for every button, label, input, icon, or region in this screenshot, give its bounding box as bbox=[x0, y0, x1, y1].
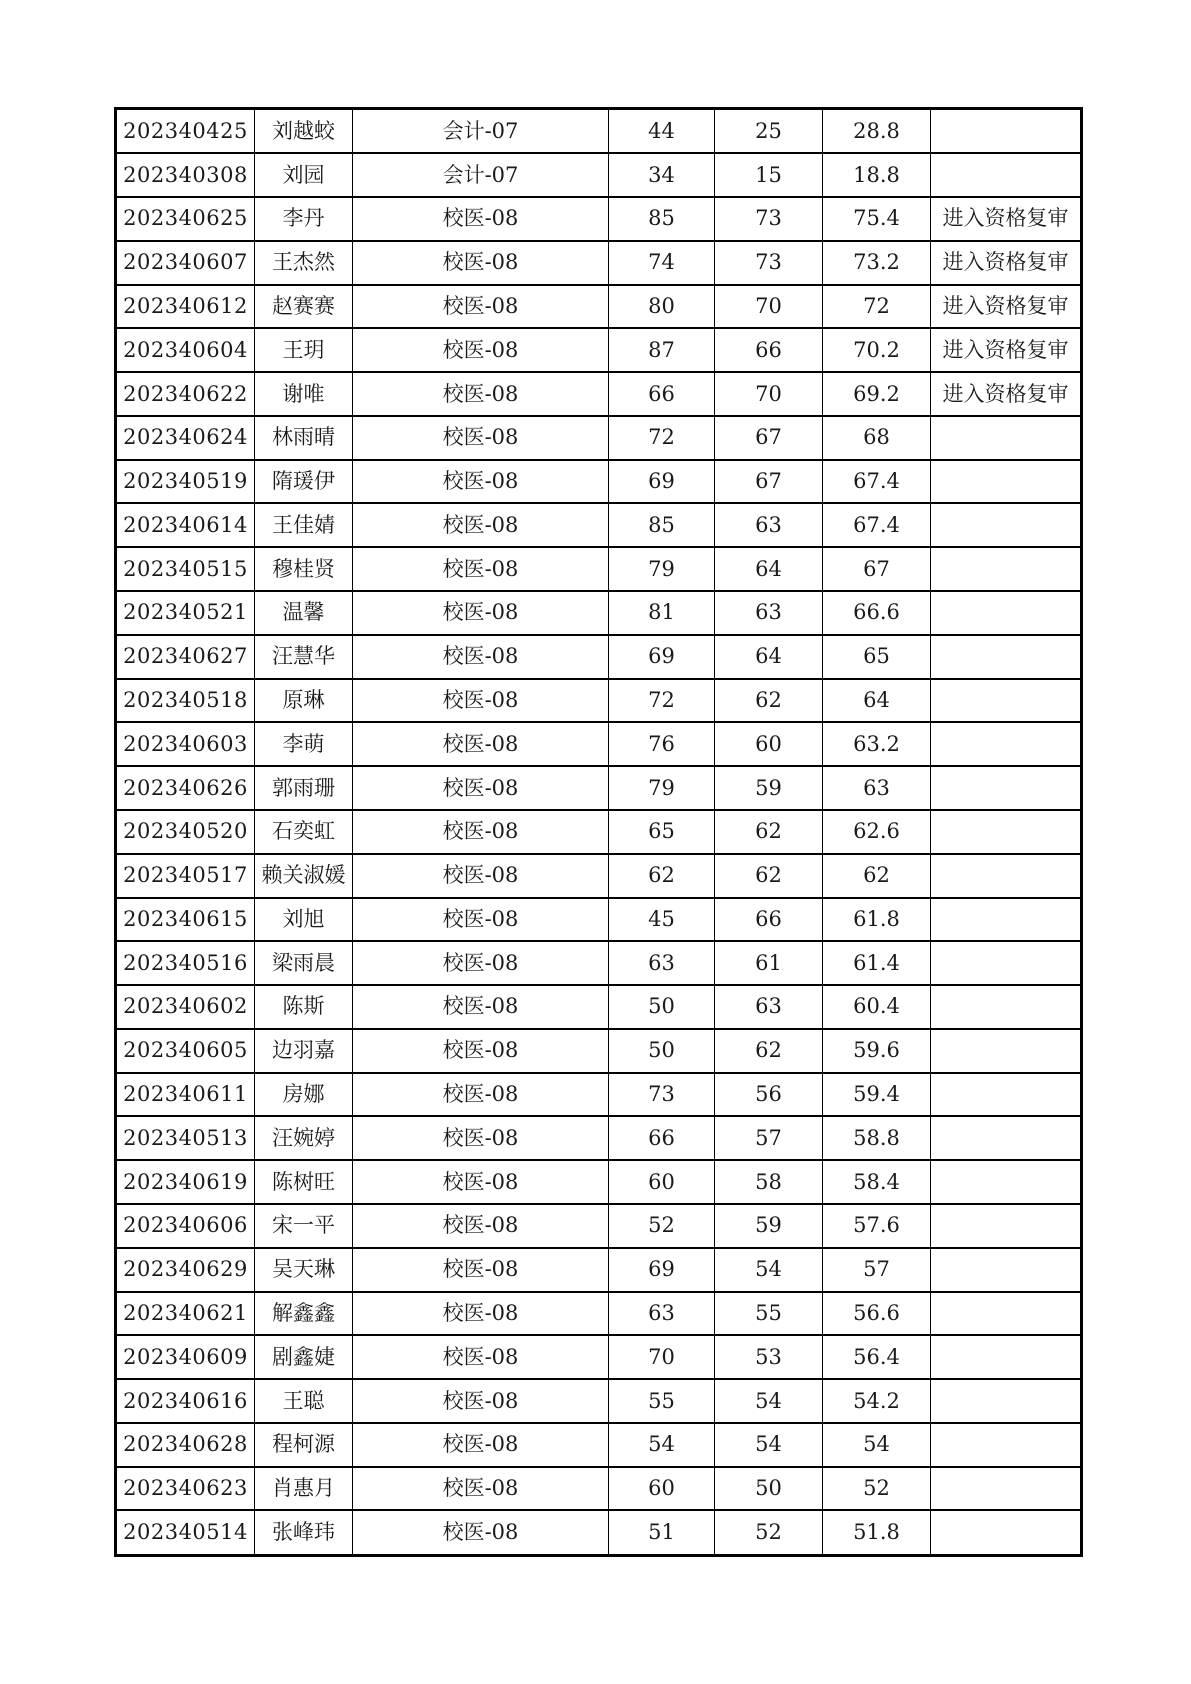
status-cell bbox=[931, 1510, 1082, 1555]
total-score-cell: 66.6 bbox=[823, 591, 931, 635]
interview-score-cell: 62 bbox=[715, 810, 823, 854]
interview-score-cell: 55 bbox=[715, 1292, 823, 1336]
written-score-cell: 54 bbox=[609, 1423, 715, 1467]
interview-score-cell: 60 bbox=[715, 722, 823, 766]
candidate-name-cell: 陈斯 bbox=[255, 985, 353, 1029]
position-code-cell: 校医-08 bbox=[353, 1073, 609, 1117]
candidate-id-cell: 202340627 bbox=[116, 635, 255, 679]
table-row bbox=[116, 898, 1082, 942]
total-score-cell: 67.4 bbox=[823, 503, 931, 547]
candidate-id-cell: 202340628 bbox=[116, 1423, 255, 1467]
total-score-cell: 52 bbox=[823, 1467, 931, 1511]
candidate-name-cell: 解鑫鑫 bbox=[255, 1292, 353, 1336]
total-score-cell: 68 bbox=[823, 416, 931, 460]
candidate-name-cell: 汪婉婷 bbox=[255, 1116, 353, 1160]
table-row bbox=[116, 503, 1082, 547]
candidate-id-cell: 202340605 bbox=[116, 1029, 255, 1073]
candidate-name-cell: 宋一平 bbox=[255, 1204, 353, 1248]
written-score-cell: 80 bbox=[609, 285, 715, 329]
status-cell bbox=[931, 810, 1082, 854]
interview-score-cell: 56 bbox=[715, 1073, 823, 1117]
position-code-cell: 校医-08 bbox=[353, 898, 609, 942]
table-row bbox=[116, 1292, 1082, 1336]
total-score-cell: 57 bbox=[823, 1248, 931, 1292]
candidate-id-cell: 202340602 bbox=[116, 985, 255, 1029]
table-row bbox=[116, 1423, 1082, 1467]
status-cell bbox=[931, 460, 1082, 504]
candidate-id-cell: 202340621 bbox=[116, 1292, 255, 1336]
interview-score-cell: 64 bbox=[715, 547, 823, 591]
interview-score-cell: 58 bbox=[715, 1160, 823, 1204]
table-row bbox=[116, 722, 1082, 766]
status-cell bbox=[931, 1292, 1082, 1336]
position-code-cell: 校医-08 bbox=[353, 1467, 609, 1511]
position-code-cell: 校医-08 bbox=[353, 1423, 609, 1467]
candidate-name-cell: 吴天琳 bbox=[255, 1248, 353, 1292]
written-score-cell: 70 bbox=[609, 1335, 715, 1379]
candidate-id-cell: 202340615 bbox=[116, 898, 255, 942]
position-code-cell: 校医-08 bbox=[353, 1160, 609, 1204]
status-cell bbox=[931, 416, 1082, 460]
interview-score-cell: 70 bbox=[715, 285, 823, 329]
status-cell bbox=[931, 722, 1082, 766]
position-code-cell: 校医-08 bbox=[353, 1204, 609, 1248]
total-score-cell: 58.4 bbox=[823, 1160, 931, 1204]
candidate-id-cell: 202340516 bbox=[116, 941, 255, 985]
candidate-name-cell: 谢唯 bbox=[255, 372, 353, 416]
table-row bbox=[116, 153, 1082, 197]
candidate-name-cell: 王玥 bbox=[255, 328, 353, 372]
table-row bbox=[116, 1204, 1082, 1248]
table-row bbox=[116, 1073, 1082, 1117]
written-score-cell: 34 bbox=[609, 153, 715, 197]
position-code-cell: 校医-08 bbox=[353, 241, 609, 285]
candidate-name-cell: 李萌 bbox=[255, 722, 353, 766]
candidate-id-cell: 202340629 bbox=[116, 1248, 255, 1292]
total-score-cell: 54.2 bbox=[823, 1379, 931, 1423]
candidate-id-cell: 202340616 bbox=[116, 1379, 255, 1423]
position-code-cell: 校医-08 bbox=[353, 1029, 609, 1073]
candidate-id-cell: 202340520 bbox=[116, 810, 255, 854]
written-score-cell: 85 bbox=[609, 197, 715, 241]
interview-score-cell: 57 bbox=[715, 1116, 823, 1160]
total-score-cell: 63 bbox=[823, 766, 931, 810]
total-score-cell: 56.6 bbox=[823, 1292, 931, 1336]
status-cell bbox=[931, 1029, 1082, 1073]
total-score-cell: 57.6 bbox=[823, 1204, 931, 1248]
status-cell: 进入资格复审 bbox=[931, 328, 1082, 372]
interview-score-cell: 70 bbox=[715, 372, 823, 416]
position-code-cell: 校医-08 bbox=[353, 679, 609, 723]
written-score-cell: 72 bbox=[609, 416, 715, 460]
status-cell bbox=[931, 1073, 1082, 1117]
status-cell: 进入资格复审 bbox=[931, 372, 1082, 416]
total-score-cell: 65 bbox=[823, 635, 931, 679]
written-score-cell: 79 bbox=[609, 766, 715, 810]
table-row bbox=[116, 197, 1082, 241]
total-score-cell: 62.6 bbox=[823, 810, 931, 854]
total-score-cell: 67 bbox=[823, 547, 931, 591]
table-row bbox=[116, 941, 1082, 985]
written-score-cell: 62 bbox=[609, 854, 715, 898]
written-score-cell: 72 bbox=[609, 679, 715, 723]
written-score-cell: 63 bbox=[609, 941, 715, 985]
position-code-cell: 校医-08 bbox=[353, 460, 609, 504]
interview-score-cell: 73 bbox=[715, 241, 823, 285]
position-code-cell: 校医-08 bbox=[353, 416, 609, 460]
candidate-name-cell: 张峰玮 bbox=[255, 1510, 353, 1555]
candidate-id-cell: 202340612 bbox=[116, 285, 255, 329]
status-cell bbox=[931, 1423, 1082, 1467]
table-row bbox=[116, 460, 1082, 504]
table-row bbox=[116, 1335, 1082, 1379]
position-code-cell: 校医-08 bbox=[353, 197, 609, 241]
written-score-cell: 66 bbox=[609, 1116, 715, 1160]
candidate-name-cell: 温馨 bbox=[255, 591, 353, 635]
total-score-cell: 72 bbox=[823, 285, 931, 329]
candidate-id-cell: 202340603 bbox=[116, 722, 255, 766]
position-code-cell: 校医-08 bbox=[353, 1116, 609, 1160]
written-score-cell: 51 bbox=[609, 1510, 715, 1555]
interview-score-cell: 63 bbox=[715, 985, 823, 1029]
candidate-id-cell: 202340425 bbox=[116, 109, 255, 154]
candidate-id-cell: 202340513 bbox=[116, 1116, 255, 1160]
status-cell bbox=[931, 503, 1082, 547]
table-row bbox=[116, 591, 1082, 635]
candidate-id-cell: 202340614 bbox=[116, 503, 255, 547]
candidate-id-cell: 202340518 bbox=[116, 679, 255, 723]
candidate-id-cell: 202340517 bbox=[116, 854, 255, 898]
candidate-name-cell: 原琳 bbox=[255, 679, 353, 723]
position-code-cell: 校医-08 bbox=[353, 854, 609, 898]
status-cell bbox=[931, 941, 1082, 985]
table-row bbox=[116, 810, 1082, 854]
position-code-cell: 校医-08 bbox=[353, 503, 609, 547]
written-score-cell: 74 bbox=[609, 241, 715, 285]
status-cell bbox=[931, 854, 1082, 898]
position-code-cell: 校医-08 bbox=[353, 285, 609, 329]
total-score-cell: 56.4 bbox=[823, 1335, 931, 1379]
interview-score-cell: 52 bbox=[715, 1510, 823, 1555]
table-row bbox=[116, 241, 1082, 285]
written-score-cell: 79 bbox=[609, 547, 715, 591]
interview-score-cell: 66 bbox=[715, 898, 823, 942]
interview-score-cell: 67 bbox=[715, 460, 823, 504]
candidate-name-cell: 李丹 bbox=[255, 197, 353, 241]
candidate-name-cell: 剧鑫婕 bbox=[255, 1335, 353, 1379]
status-cell bbox=[931, 1379, 1082, 1423]
written-score-cell: 85 bbox=[609, 503, 715, 547]
total-score-cell: 69.2 bbox=[823, 372, 931, 416]
candidate-name-cell: 郭雨珊 bbox=[255, 766, 353, 810]
candidate-name-cell: 石奕虹 bbox=[255, 810, 353, 854]
candidate-name-cell: 房娜 bbox=[255, 1073, 353, 1117]
interview-score-cell: 62 bbox=[715, 679, 823, 723]
interview-score-cell: 62 bbox=[715, 854, 823, 898]
table-row bbox=[116, 1510, 1082, 1555]
interview-score-cell: 59 bbox=[715, 766, 823, 810]
candidate-id-cell: 202340607 bbox=[116, 241, 255, 285]
candidate-name-cell: 隋瑗伊 bbox=[255, 460, 353, 504]
table-row bbox=[116, 985, 1082, 1029]
interview-score-cell: 66 bbox=[715, 328, 823, 372]
status-cell bbox=[931, 109, 1082, 154]
total-score-cell: 62 bbox=[823, 854, 931, 898]
table-row bbox=[116, 285, 1082, 329]
written-score-cell: 50 bbox=[609, 1029, 715, 1073]
candidate-name-cell: 刘园 bbox=[255, 153, 353, 197]
written-score-cell: 60 bbox=[609, 1160, 715, 1204]
total-score-cell: 18.8 bbox=[823, 153, 931, 197]
candidate-id-cell: 202340308 bbox=[116, 153, 255, 197]
position-code-cell: 校医-08 bbox=[353, 1510, 609, 1555]
written-score-cell: 69 bbox=[609, 1248, 715, 1292]
candidate-id-cell: 202340515 bbox=[116, 547, 255, 591]
position-code-cell: 校医-08 bbox=[353, 1335, 609, 1379]
position-code-cell: 校医-08 bbox=[353, 591, 609, 635]
table-row bbox=[116, 635, 1082, 679]
candidate-name-cell: 肖惠月 bbox=[255, 1467, 353, 1511]
position-code-cell: 校医-08 bbox=[353, 1379, 609, 1423]
candidate-name-cell: 林雨晴 bbox=[255, 416, 353, 460]
table-row bbox=[116, 109, 1082, 154]
score-table bbox=[114, 107, 1083, 1557]
table-row bbox=[116, 766, 1082, 810]
candidate-id-cell: 202340521 bbox=[116, 591, 255, 635]
interview-score-cell: 61 bbox=[715, 941, 823, 985]
candidate-name-cell: 汪慧华 bbox=[255, 635, 353, 679]
status-cell: 进入资格复审 bbox=[931, 241, 1082, 285]
total-score-cell: 75.4 bbox=[823, 197, 931, 241]
candidate-id-cell: 202340625 bbox=[116, 197, 255, 241]
status-cell bbox=[931, 1204, 1082, 1248]
candidate-id-cell: 202340623 bbox=[116, 1467, 255, 1511]
candidate-name-cell: 赖关淑媛 bbox=[255, 854, 353, 898]
total-score-cell: 64 bbox=[823, 679, 931, 723]
candidate-id-cell: 202340606 bbox=[116, 1204, 255, 1248]
position-code-cell: 校医-08 bbox=[353, 1292, 609, 1336]
candidate-name-cell: 刘越蛟 bbox=[255, 109, 353, 154]
written-score-cell: 52 bbox=[609, 1204, 715, 1248]
written-score-cell: 60 bbox=[609, 1467, 715, 1511]
table-row bbox=[116, 328, 1082, 372]
candidate-name-cell: 赵赛赛 bbox=[255, 285, 353, 329]
total-score-cell: 70.2 bbox=[823, 328, 931, 372]
position-code-cell: 校医-08 bbox=[353, 985, 609, 1029]
position-code-cell: 校医-08 bbox=[353, 766, 609, 810]
table-row bbox=[116, 679, 1082, 723]
total-score-cell: 60.4 bbox=[823, 985, 931, 1029]
position-code-cell: 会计-07 bbox=[353, 153, 609, 197]
table-row bbox=[116, 1467, 1082, 1511]
status-cell bbox=[931, 591, 1082, 635]
table-row bbox=[116, 416, 1082, 460]
total-score-cell: 51.8 bbox=[823, 1510, 931, 1555]
written-score-cell: 50 bbox=[609, 985, 715, 1029]
interview-score-cell: 59 bbox=[715, 1204, 823, 1248]
candidate-id-cell: 202340626 bbox=[116, 766, 255, 810]
status-cell bbox=[931, 679, 1082, 723]
position-code-cell: 校医-08 bbox=[353, 722, 609, 766]
candidate-name-cell: 王佳婧 bbox=[255, 503, 353, 547]
candidate-id-cell: 202340514 bbox=[116, 1510, 255, 1555]
interview-score-cell: 63 bbox=[715, 591, 823, 635]
candidate-name-cell: 王杰然 bbox=[255, 241, 353, 285]
position-code-cell: 校医-08 bbox=[353, 1248, 609, 1292]
status-cell bbox=[931, 1248, 1082, 1292]
status-cell bbox=[931, 1467, 1082, 1511]
candidate-name-cell: 王聪 bbox=[255, 1379, 353, 1423]
candidate-name-cell: 程柯源 bbox=[255, 1423, 353, 1467]
status-cell bbox=[931, 985, 1082, 1029]
written-score-cell: 45 bbox=[609, 898, 715, 942]
interview-score-cell: 53 bbox=[715, 1335, 823, 1379]
interview-score-cell: 63 bbox=[715, 503, 823, 547]
candidate-id-cell: 202340624 bbox=[116, 416, 255, 460]
written-score-cell: 69 bbox=[609, 635, 715, 679]
candidate-id-cell: 202340609 bbox=[116, 1335, 255, 1379]
written-score-cell: 63 bbox=[609, 1292, 715, 1336]
table-row bbox=[116, 1029, 1082, 1073]
total-score-cell: 54 bbox=[823, 1423, 931, 1467]
interview-score-cell: 54 bbox=[715, 1248, 823, 1292]
candidate-name-cell: 边羽嘉 bbox=[255, 1029, 353, 1073]
position-code-cell: 校医-08 bbox=[353, 372, 609, 416]
interview-score-cell: 50 bbox=[715, 1467, 823, 1511]
status-cell bbox=[931, 1116, 1082, 1160]
candidate-name-cell: 梁雨晨 bbox=[255, 941, 353, 985]
total-score-cell: 61.8 bbox=[823, 898, 931, 942]
status-cell bbox=[931, 547, 1082, 591]
candidate-id-cell: 202340519 bbox=[116, 460, 255, 504]
table-row bbox=[116, 1379, 1082, 1423]
candidate-name-cell: 刘旭 bbox=[255, 898, 353, 942]
total-score-cell: 63.2 bbox=[823, 722, 931, 766]
status-cell: 进入资格复审 bbox=[931, 285, 1082, 329]
total-score-cell: 61.4 bbox=[823, 941, 931, 985]
position-code-cell: 校医-08 bbox=[353, 635, 609, 679]
status-cell bbox=[931, 1160, 1082, 1204]
written-score-cell: 44 bbox=[609, 109, 715, 154]
written-score-cell: 69 bbox=[609, 460, 715, 504]
written-score-cell: 81 bbox=[609, 591, 715, 635]
written-score-cell: 76 bbox=[609, 722, 715, 766]
written-score-cell: 65 bbox=[609, 810, 715, 854]
interview-score-cell: 54 bbox=[715, 1423, 823, 1467]
total-score-cell: 59.4 bbox=[823, 1073, 931, 1117]
written-score-cell: 73 bbox=[609, 1073, 715, 1117]
status-cell bbox=[931, 766, 1082, 810]
status-cell bbox=[931, 153, 1082, 197]
candidate-id-cell: 202340622 bbox=[116, 372, 255, 416]
score-table-body bbox=[116, 109, 1082, 1556]
table-row bbox=[116, 1116, 1082, 1160]
status-cell bbox=[931, 898, 1082, 942]
interview-score-cell: 67 bbox=[715, 416, 823, 460]
total-score-cell: 59.6 bbox=[823, 1029, 931, 1073]
candidate-name-cell: 陈树旺 bbox=[255, 1160, 353, 1204]
total-score-cell: 73.2 bbox=[823, 241, 931, 285]
interview-score-cell: 25 bbox=[715, 109, 823, 154]
table-row bbox=[116, 854, 1082, 898]
position-code-cell: 会计-07 bbox=[353, 109, 609, 154]
position-code-cell: 校医-08 bbox=[353, 810, 609, 854]
status-cell: 进入资格复审 bbox=[931, 197, 1082, 241]
interview-score-cell: 54 bbox=[715, 1379, 823, 1423]
candidate-name-cell: 穆桂贤 bbox=[255, 547, 353, 591]
written-score-cell: 55 bbox=[609, 1379, 715, 1423]
table-row bbox=[116, 1248, 1082, 1292]
candidate-id-cell: 202340619 bbox=[116, 1160, 255, 1204]
position-code-cell: 校医-08 bbox=[353, 941, 609, 985]
interview-score-cell: 62 bbox=[715, 1029, 823, 1073]
candidate-id-cell: 202340604 bbox=[116, 328, 255, 372]
table-row bbox=[116, 547, 1082, 591]
interview-score-cell: 64 bbox=[715, 635, 823, 679]
total-score-cell: 58.8 bbox=[823, 1116, 931, 1160]
candidate-id-cell: 202340611 bbox=[116, 1073, 255, 1117]
table-row bbox=[116, 1160, 1082, 1204]
position-code-cell: 校医-08 bbox=[353, 547, 609, 591]
written-score-cell: 87 bbox=[609, 328, 715, 372]
status-cell bbox=[931, 635, 1082, 679]
interview-score-cell: 15 bbox=[715, 153, 823, 197]
total-score-cell: 28.8 bbox=[823, 109, 931, 154]
written-score-cell: 66 bbox=[609, 372, 715, 416]
position-code-cell: 校医-08 bbox=[353, 328, 609, 372]
status-cell bbox=[931, 1335, 1082, 1379]
interview-score-cell: 73 bbox=[715, 197, 823, 241]
table-row bbox=[116, 372, 1082, 416]
total-score-cell: 67.4 bbox=[823, 460, 931, 504]
